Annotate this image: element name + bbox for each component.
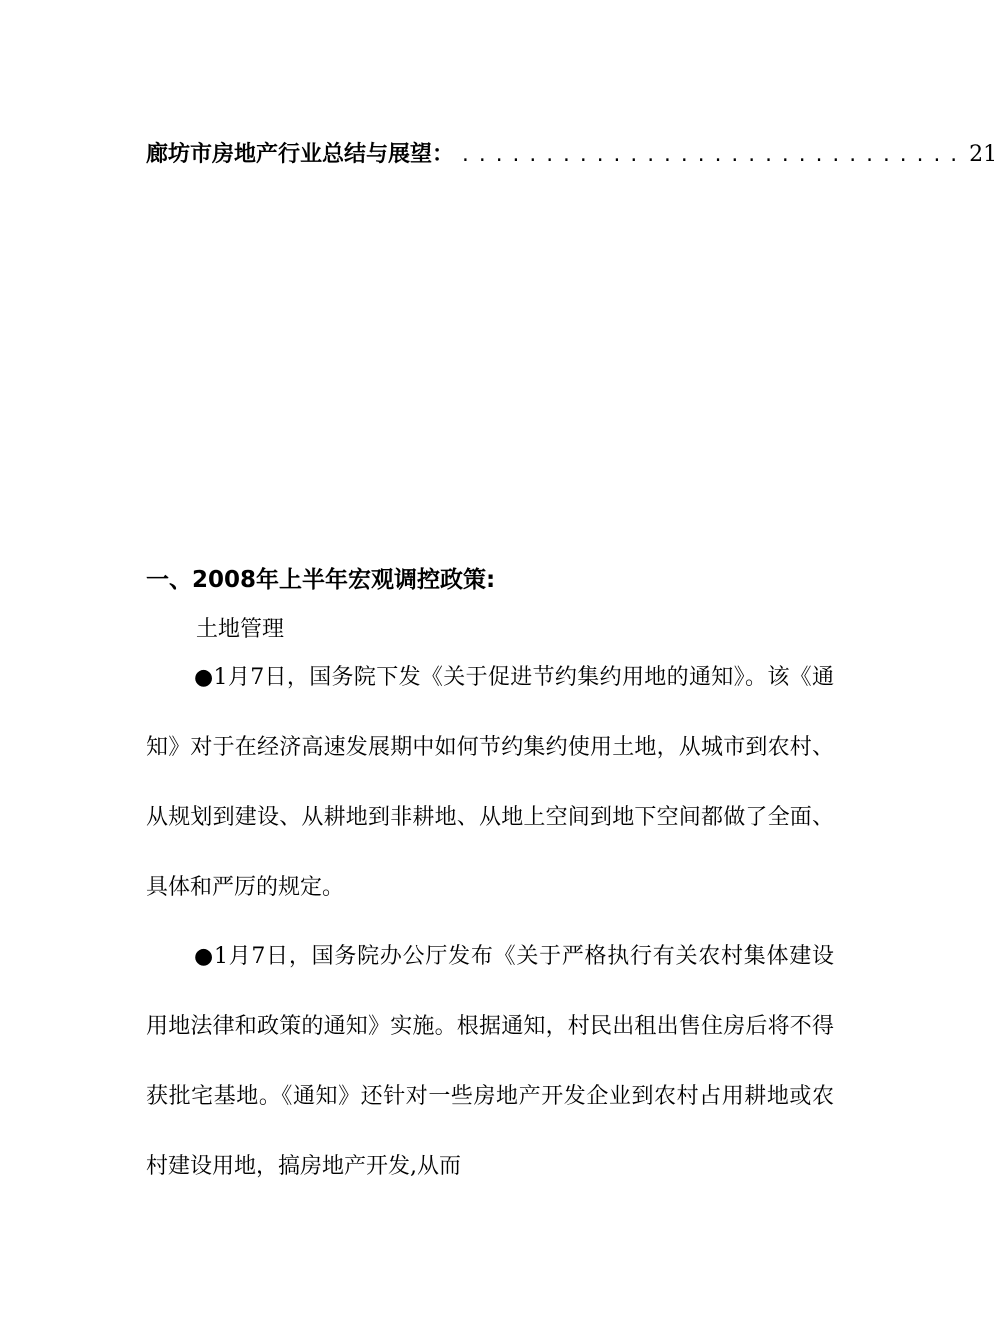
subsection-heading: 土地管理 [196,617,285,642]
toc-dot-leader: .............................. [460,145,966,166]
body-paragraph: ●1月7日，国务院下发《关于促进节约集约用地的通知》。该《通知》对于在经济高速发展期中如何节约集约使用土地，从城市到农村、从规划到建设、从耕地到非耕地、从地上空间到地下空间都做了全面、具体和严厉的规定。 [146,665,834,900]
toc-entry[interactable] [146,138,997,172]
toc-page-number: 21 [969,142,997,167]
body-paragraph: ●1月7日，国务院办公厅发布《关于严格执行有关农村集体建设用地法律和政策的通知》实施。根据通知，村民出租出售住房后将不得获批宅基地。《通知》还针对一些房地产开发企业到农村占用耕地或农村建设用地，搞房地产开发,从而 [146,944,834,1179]
section-heading: 一、2008年上半年宏观调控政策: [146,567,496,593]
toc-entry-title: 廊坊市房地产行业总结与展望： [146,142,455,167]
